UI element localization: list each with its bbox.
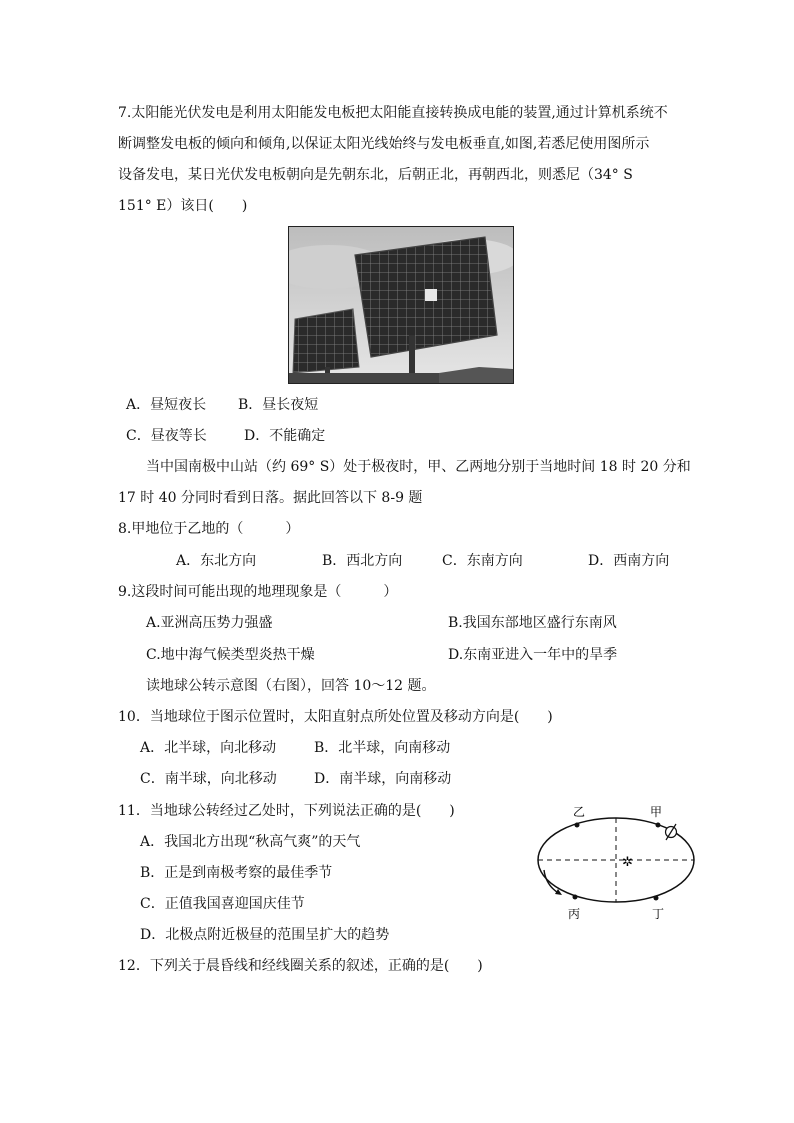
q9-option-c: C.地中海气候类型炎热干燥: [146, 647, 315, 663]
position-ding-dot: [654, 896, 659, 901]
q7-option-c: C．昼夜等长: [126, 428, 207, 444]
solar-panel-illustration: [289, 227, 513, 383]
q10-option-c: C．南半球，向北移动: [140, 771, 277, 787]
q11-option-c: C．正值我国喜迎国庆佳节: [140, 896, 305, 912]
q8-stem: 8.甲地位于乙地的（ ）: [118, 521, 300, 537]
position-yi-dot: [575, 823, 580, 828]
label-bing: 丙: [568, 907, 581, 921]
label-ding: 丁: [652, 907, 665, 921]
q7-option-b: B．昼长夜短: [238, 397, 319, 413]
intro-10-12: 读地球公转示意图（右图），回答 10～12 题。: [146, 678, 436, 694]
q8-option-b: B．西北方向: [322, 553, 403, 569]
q11-option-b: B．正是到南极考察的最佳季节: [140, 865, 333, 881]
label-yi: 乙: [573, 805, 586, 819]
q9-stem: 9.这段时间可能出现的地理现象是（ ）: [118, 584, 398, 600]
q9-option-a: A.亚洲高压势力强盛: [146, 615, 273, 631]
q9-option-b: B.我国东部地区盛行东南风: [448, 615, 617, 631]
q10-option-a: A．北半球，向北移动: [140, 740, 277, 756]
q8-option-d: D．西南方向: [588, 553, 670, 569]
solar-panel-photo: [288, 226, 514, 384]
q8-option-c: C．东南方向: [442, 553, 523, 569]
position-jia-dot: [656, 823, 661, 828]
label-jia: 甲: [650, 805, 663, 819]
q10-option-d: D．南半球，向南移动: [314, 771, 452, 787]
q8-option-a: A．东北方向: [176, 553, 257, 569]
intro-8-9-line1: 当中国南极中山站（约 69° S）处于极夜时，甲、乙两地分别于当地时间 18 时 20 分和: [146, 459, 691, 475]
q11-stem: 11．当地球公转经过乙处时，下列说法正确的是( ): [118, 803, 455, 819]
q10-option-b: B．北半球，向南移动: [314, 740, 451, 756]
q7-stem-line2: 断调整发电板的倾向和倾角,以保证太阳光线始终与发电板垂直,如图,若悉尼使用图所示: [118, 136, 650, 152]
q7-option-d: D．不能确定: [244, 428, 326, 444]
q11-option-d: D．北极点附近极昼的范围呈扩大的趋势: [140, 927, 390, 943]
q11-option-a: A．我国北方出现“秋高气爽”的天气: [140, 834, 361, 850]
intro-8-9-line2: 17 时 40 分同时看到日落。据此回答以下 8-9 题: [118, 490, 423, 506]
q10-stem: 10．当地球位于图示位置时，太阳直射点所处位置及移动方向是( ): [118, 709, 553, 725]
q7-stem-line3: 设备发电，某日光伏发电板朝向是先朝东北，后朝正北，再朝西北，则悉尼（34° S: [118, 167, 633, 183]
earth-orbit-diagram: [528, 800, 704, 924]
q7-stem-line4: 151° E）该日( ): [118, 198, 248, 214]
q7-stem-line1: 7.太阳能光伏发电是利用太阳能发电板把太阳能直接转换成电能的装置,通过计算机系统不: [118, 105, 668, 121]
position-bing-dot: [573, 895, 578, 900]
q9-option-d: D.东南亚进入一年中的旱季: [448, 647, 618, 663]
q12-stem: 12．下列关于晨昏线和经线圈关系的叙述，正确的是( ): [118, 958, 483, 974]
sun-icon: ✲: [622, 855, 633, 870]
q7-option-a: A．昼短夜长: [126, 397, 207, 413]
